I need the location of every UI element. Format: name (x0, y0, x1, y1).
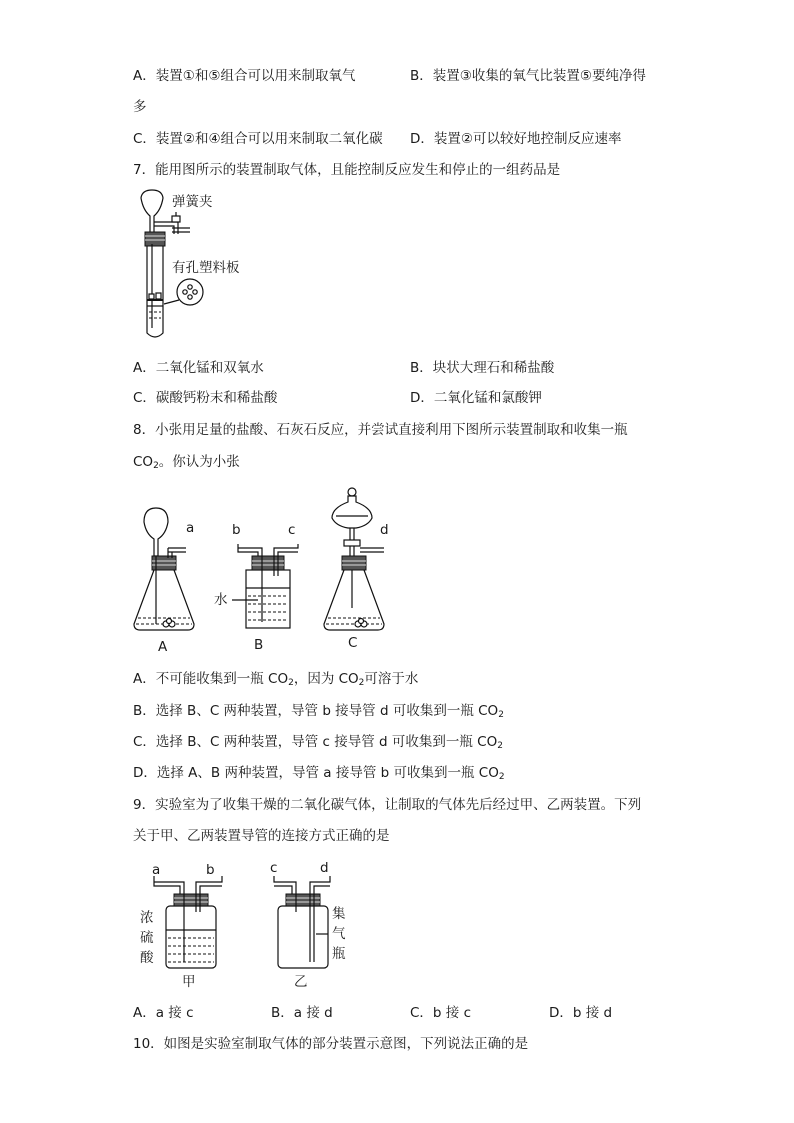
q6-option-a: A．装置①和⑤组合可以用来制取氧气 (133, 68, 356, 84)
q8-label-d: d (380, 522, 389, 538)
q8-label-a: a (186, 520, 195, 536)
q8-stem-line1: 8．小张用足量的盐酸、石灰石反应，并尝试直接利用下图所示装置制取和收集一瓶 (133, 422, 628, 438)
q8-apparatus-figure (128, 484, 408, 659)
q9-label-d: d (320, 860, 329, 876)
q8-stem-line2: $CO_2$。你认为小张 (133, 454, 240, 471)
q8-option-b: B．选择 B、C 两种装置，导管 b 接导管 d 可收集到一瓶 $CO_2$ (133, 703, 504, 720)
q6-option-b: B．装置③收集的氧气比装置⑤要纯净得 (410, 68, 646, 84)
q9-stem-line2: 关于甲、乙两装置导管的连接方式正确的是 (133, 828, 390, 844)
q9-label-acid-1: 浓 (140, 910, 154, 926)
q9-option-d: D．b 接 d (549, 1005, 613, 1021)
q9-label-jar-1: 集 (332, 906, 346, 922)
q9-option-a: A．a 接 c (133, 1005, 194, 1021)
q7-label-plate: 有孔塑料板 (172, 260, 240, 276)
q6-option-c: C．装置②和④组合可以用来制取二氧化碳 (133, 131, 383, 147)
q9-apparatus-figure (130, 856, 370, 996)
q9-label-acid-3: 酸 (140, 950, 154, 966)
q9-label-acid-2: 硫 (140, 930, 154, 946)
q9-label-jar-2: 气 (332, 926, 346, 942)
q8-option-a: A．不可能收集到一瓶 $CO_2$，因为 $CO_2$可溶于水 (133, 671, 419, 688)
q7-option-d: D．二氧化锰和氯酸钾 (410, 390, 542, 406)
q8-option-d: D．选择 A、B 两种装置，导管 a 接导管 b 可收集到一瓶 $CO_2$ (133, 765, 505, 782)
q6-option-b-wrap: 多 (133, 99, 147, 115)
q6-option-d: D．装置②可以较好地控制反应速率 (410, 131, 622, 147)
q8-label-water: 水 (214, 592, 228, 608)
q7-label-clamp: 弹簧夹 (172, 194, 213, 210)
q10-stem: 10．如图是实验室制取气体的部分装置示意图，下列说法正确的是 (133, 1036, 529, 1052)
q7-option-a: A．二氧化锰和双氧水 (133, 360, 264, 376)
q9-label-c: c (270, 860, 278, 876)
q7-stem: 7．能用图所示的装置制取气体，且能控制反应发生和停止的一组药品是 (133, 162, 561, 178)
q9-label-b: b (206, 862, 215, 878)
q8-option-c: C．选择 B、C 两种装置，导管 c 接导管 d 可收集到一瓶 $CO_2$ (133, 734, 503, 751)
q7-option-b: B．块状大理石和稀盐酸 (410, 360, 555, 376)
q9-stem-line1: 9．实验室为了收集干燥的二氧化碳气体，让制取的气体先后经过甲、乙两装置。下列 (133, 797, 642, 813)
q9-label-yi: 乙 (294, 974, 308, 990)
q9-label-a: a (152, 862, 161, 878)
q9-option-c: C．b 接 c (410, 1005, 472, 1021)
q9-option-b: B．a 接 d (271, 1005, 333, 1021)
q9-label-jia: 甲 (182, 974, 196, 990)
q8-label-B: B (254, 637, 264, 653)
q7-option-c: C．碳酸钙粉末和稀盐酸 (133, 390, 278, 406)
q7-apparatus-figure (128, 188, 278, 348)
q8-label-C: C (348, 635, 358, 651)
q9-label-jar-3: 瓶 (332, 946, 346, 962)
q8-label-A: A (158, 639, 168, 655)
q8-label-c: c (288, 522, 296, 538)
q8-label-b: b (232, 522, 241, 538)
